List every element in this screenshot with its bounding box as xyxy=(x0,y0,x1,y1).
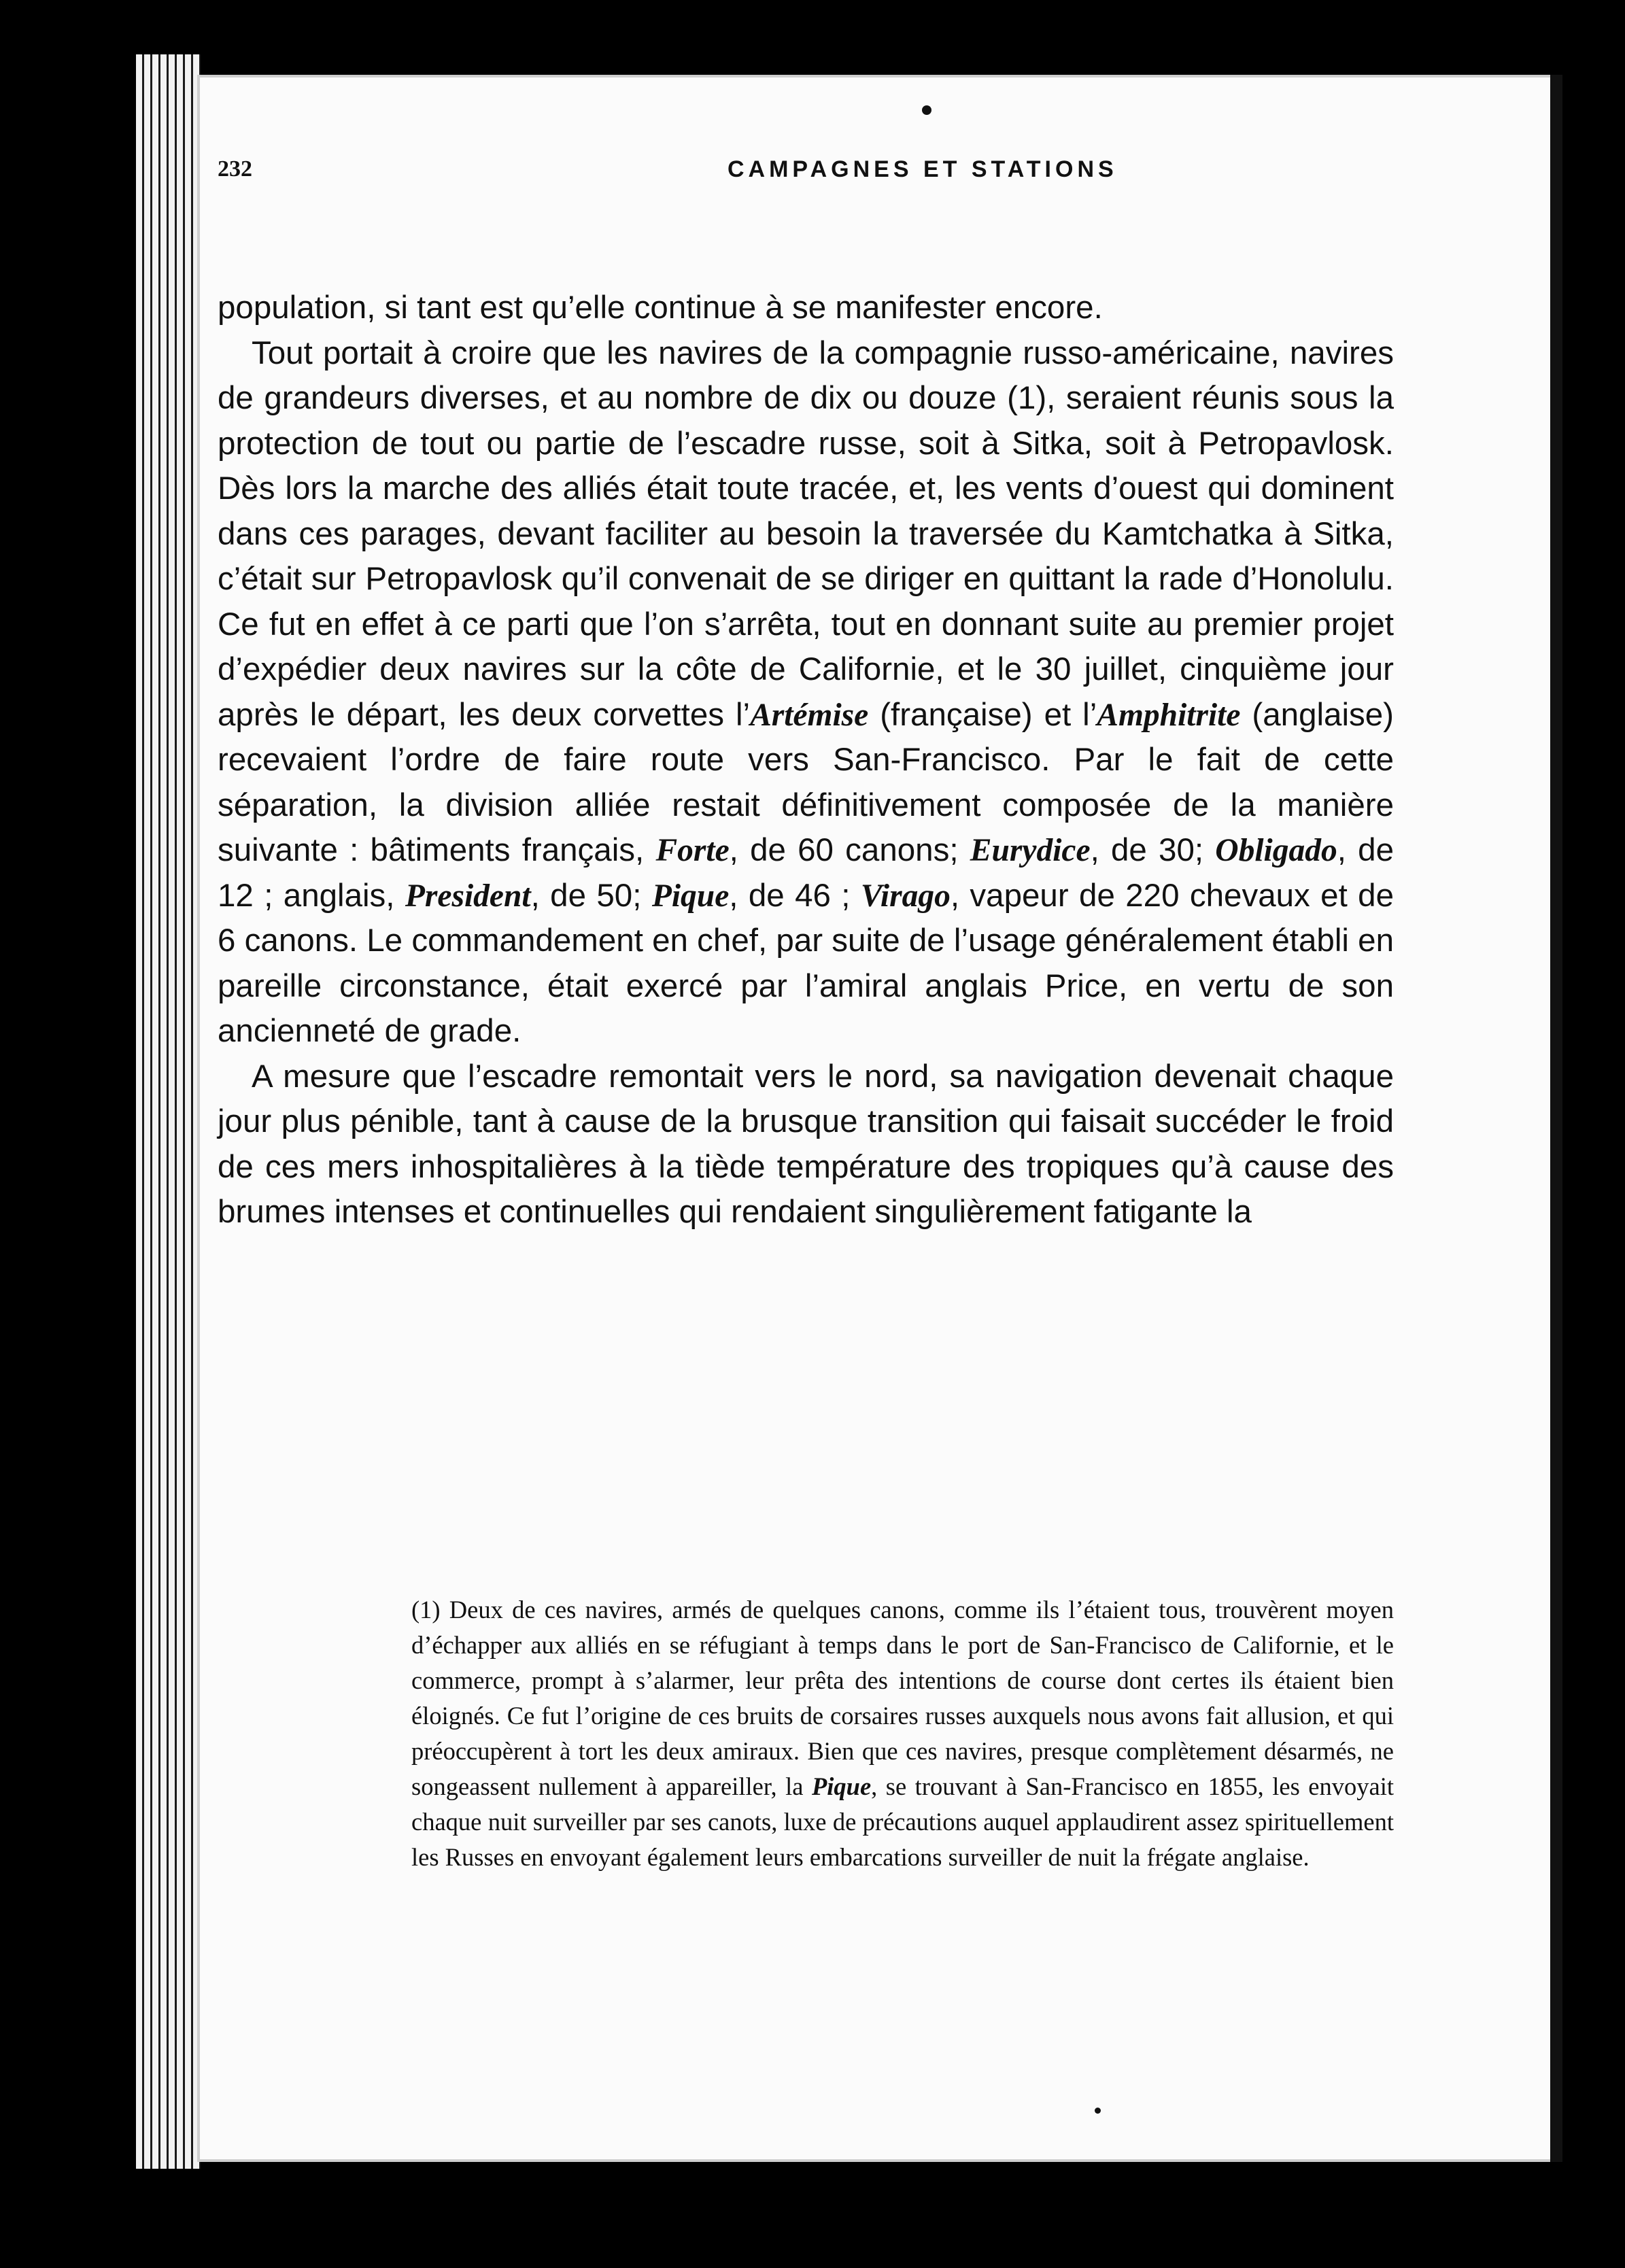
ship-name: Obligado xyxy=(1215,833,1337,868)
facing-page-edge xyxy=(1550,75,1562,2162)
ink-speck xyxy=(1095,2108,1101,2114)
text-run: Tout portait à croire que les navires de la compagnie russo-américaine, navires de grandeurs diverses, et au nombre de dix ou douze (1), seraient réunis sous la protection de tout ou partie de l’escadre russe, soit à Sitka, soit à Petropavlosk. Dès lors la marche des alliés était toute tracée, et, les vents d’ouest qui dominent dans ces parages, devant faciliter au besoin la traversée du Kamtchatka à Sitka, c’était sur Petropavlosk qu’il convenait de se diriger en quittant la rade d’Honolulu. Ce fut en effet à ce parti que l’on s’arrêta, tout en donnant suite au premier projet d’expédier deux navires sur la côte de Californie, et le 30 juillet, cinquième jour après le départ, les deux corvettes l’ xyxy=(218,334,1394,733)
ship-name: President xyxy=(405,878,531,914)
paragraph: population, si tant est qu’elle continue à se manifester encore. xyxy=(218,290,1103,326)
ship-name: Pique xyxy=(651,878,730,914)
ship-name: Eurydice xyxy=(970,833,1091,868)
ship-name: Virago xyxy=(860,878,951,914)
ship-name: Artémise xyxy=(750,697,869,733)
text-run: (anglaise) recevaient l’ordre de faire route vers San-Francisco. Par le fait de cette séparation, la division alliée restait définitivement composée de la manière suivante : bâtiments français, xyxy=(218,696,1394,868)
ship-name: Amphitrite xyxy=(1097,697,1241,733)
running-head xyxy=(0,156,1625,197)
paragraph xyxy=(218,331,1394,1054)
text-run: , de 46 ; xyxy=(729,877,861,914)
ship-name: Forte xyxy=(655,833,730,868)
ship-name: Pique xyxy=(811,1772,872,1800)
text-run: , de 60 canons; xyxy=(729,832,970,868)
text-run: , de 50; xyxy=(530,877,652,914)
text-run: , de 12 ; anglais, xyxy=(218,832,1395,914)
text-run: , se trouvant à San-Francisco en 1855, les envoyait chaque nuit surveiller par ses canots, luxe de précautions auquel applaudirent assez spirituellement les Russes en envoyant également leurs embarcations surveiller de nuit la frégate anglaise. xyxy=(411,1772,1394,1871)
ink-speck xyxy=(922,105,931,115)
paragraph: A mesure que l’escadre remontait vers le nord, sa navigation devenait chaque jour plus pénible, tant à cause de la brusque transition qui faisait succéder le froid de ces mers inhospitalières à la tiède température des tropiques qu’à cause des brumes intenses et continuelles qui rendaient singulièrement fatigante la xyxy=(218,1058,1394,1230)
text-run: (1) Deux de ces navires, armés de quelques canons, comme ils l’étaient tous, trouvèrent moyen d’échapper aux alliés en se réfugiant à temps dans le port de San-Francisco de Californie, et le commerce, prompt à s’alarmer, leur prêta des intentions de course dont certes ils étaient bien éloignés. Ce fut l’origine de ces bruits de corsaires russes auxquels nous avons fait allusion, et qui préoccupèrent à tort les deux amiraux. Bien que ces navires, presque complètement désarmés, ne songeassent nullement à appareiller, la xyxy=(411,1596,1394,1800)
stacked-page-edges xyxy=(136,54,201,2169)
footnote-text xyxy=(411,1592,1394,1875)
page-number: 232 xyxy=(218,156,252,182)
text-run: (française) et l’ xyxy=(868,696,1097,733)
footnote xyxy=(411,1592,1394,1875)
running-title: CAMPAGNES ET STATIONS xyxy=(728,156,1118,182)
text-run: , vapeur de 220 chevaux et de 6 canons. Le commandement en chef, par suite de l’usage généralement établi en pareille circonstance, était exercé par l’amiral anglais Price, en vertu de son ancienneté de grade. xyxy=(218,877,1395,1049)
main-text xyxy=(218,286,1394,1235)
text-run: , de 30; xyxy=(1090,832,1216,868)
